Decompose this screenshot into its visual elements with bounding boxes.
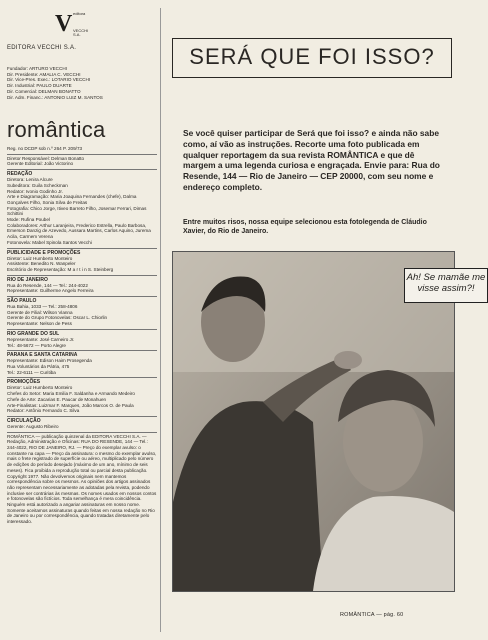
credit-line: Diretor: Luiz Humberto Monteiro	[7, 255, 73, 261]
credit-line: Representante: Edison Haim Prosegenda	[7, 358, 92, 364]
credit-line: Diretora: Lenira Alcure	[7, 177, 53, 183]
section-header: REDAÇÃO	[7, 171, 33, 178]
credit-line: Diretor: Luiz Humberto Monteiro	[7, 385, 73, 391]
credit-line: Subeditora: Guila Scheckman	[7, 182, 68, 188]
credit-line: Gerente do Grupo Fotonovelas: Oscar L. Chiorlin	[7, 315, 108, 321]
credit-line: Gerente de Filial: Wilson Vianna	[7, 309, 73, 315]
divider	[7, 350, 157, 351]
article-title: SERÁ QUE FOI ISSO?	[189, 44, 435, 69]
credit-line: Redator: Ivonio Godinho Jr.	[7, 188, 63, 194]
article-intro: Se você quiser participar de Será que foi isso? e ainda não sabe como, aí vão as instruções. Recorte uma foto publicada em qualquer reportagem da sua revista ROMÂNTICA e que dê margem a uma legenda curiosa e engraçada. Envie para: Rua do Resende, 144 — Rio de Janeiro — CEP 20000, com seu nome e endereço completo.	[183, 128, 440, 192]
logo-bottom-text: VECCHI S.A.	[73, 28, 89, 37]
credit-line: Arte-Finalistas: Luizmar F. Marques, João Marcos O. de Paula	[7, 402, 134, 408]
credit-line: Chefe de Arte: Zacarias E. Paucar de Monahuen	[7, 396, 107, 402]
credit-line: Chefes do Setor: Maria Emilia F. Saldanha e Armando Medeiro	[7, 391, 135, 397]
credit-line: Rua Bahia, 1033 — Tel.: 258-4806	[7, 304, 78, 310]
legal-notice: ROMÂNTICA — publicação quinzenal da EDITORA VECCHI S.A. — Redação, Administração e Oficinas: RUA DO RESENDE, 144 — Tel.: 244-4022, RIO DE JANEIRO, RJ. — Preço do exemplar avulso: o constante na capa — Preço da assinatura: o mesmo do exemplar avulso, mais o frete registrado de superfície ou aéreo, multiplicado pelo número de edições do período desejado (máximo de um ano, mínimo de seis meses). Fica proibida a reprodução total ou parcial desta publicação. Copyright 1977. Não devolvemos originais nem mantemos correspondência sobre os mesmos. As opiniões dos artigos assinados não representam necessariamente as adotadas pela revista, podendo inclusive ser contrárias às mesmas. Os nomes usados em nossos contos e fotonovelas são fictícios. Toda semelhança é mera coincidência. Ninguém está autorizado a angariar assinaturas em nosso nome. Somente aceitamos assinaturas quando feitas em nossa redação no Rio de Janeiro ou por correspondência, quando tratadas diretamente pelo interessado.	[7, 433, 157, 525]
reg-line: Gerente Editorial: João Victorino	[7, 161, 74, 167]
credit-line: Representante: Nelson de Pess	[7, 321, 72, 327]
divider	[7, 296, 157, 297]
divider	[7, 169, 157, 170]
credit-line: Mode: Rufina Poubel	[7, 217, 50, 223]
section-header: RIO DE JANEIRO	[7, 276, 48, 283]
logo-letter: V	[55, 11, 73, 37]
divider	[7, 329, 157, 330]
company-name: EDITORA VECCHI S.A.	[7, 45, 77, 51]
title-box	[172, 38, 452, 78]
credit-line: Redator: Antônio Fernando C. Silva	[7, 408, 80, 414]
credit-line: Fotografia: Chico Jorge, Itiveo Barreto Filho, Josemar Ferrari, Dimas Schittini	[7, 205, 147, 217]
publisher-logo	[49, 10, 95, 36]
photo-caption: Ah! Se mamãe me visse assim?!	[406, 272, 486, 294]
divider	[7, 248, 157, 249]
credit-line: Arte e Diagramação: Maria Joaquina Fernandes (chefe), Dalma Gonçalves Filho, Sonia Silva de Freitas	[7, 194, 137, 205]
page-footer: ROMÂNTICA — pág. 60	[340, 612, 404, 618]
credit-line: Tel.: 22-6111 — Curitiba	[7, 369, 56, 375]
section-header: PUBLICIDADE E PROMOÇÕES	[7, 249, 81, 256]
section-header: PROMOÇÕES	[7, 379, 41, 386]
section-header: CIRCULAÇÃO	[7, 417, 41, 424]
staff-line: Dir. Vice-Pres. Exec.: LOTARIO VECCHI	[7, 77, 91, 83]
staff-line: Dir. Presidente: AMALIA C. VECCHI	[7, 71, 81, 77]
credit-line: Rua Voluntários da Pátria, 475	[7, 363, 70, 369]
credit-line: Assistente: Benedito N. Wanpeler	[7, 261, 76, 267]
column-divider	[160, 8, 161, 632]
winner-note: Entre muitos risos, nossa equipe selecionou esta fotolegenda de Cláudio Xavier, do Rio de Janeiro.	[183, 219, 427, 235]
section-header: RIO GRANDE DO SUL	[7, 330, 60, 337]
magazine-brand: romântica	[7, 117, 106, 142]
logo-top-text: editora	[73, 11, 86, 16]
reg-line: Reg. no DCDP sob n.º 264 P. 209/73	[7, 146, 83, 151]
section-header: PARANA E SANTA CATARINA	[7, 352, 78, 359]
divider	[7, 154, 157, 155]
staff-line: Dir. Adm. Financ.: ANTONIO LUIZ M. SANTOS	[7, 94, 103, 100]
credit-line: Escritório de Representação: M a r t i n S. Steinberg	[7, 266, 114, 272]
credit-line: Gerente: Augusto Ribeiro	[7, 423, 59, 429]
staff-line: Fundador: ARTURO VECCHI	[7, 66, 67, 71]
registration-block	[7, 146, 157, 525]
divider	[7, 432, 157, 433]
photo	[172, 251, 486, 592]
staff-list	[7, 66, 157, 100]
staff-line: Dir. Comercial: DELMAN BONATTO	[7, 88, 81, 94]
speech-balloon	[404, 268, 488, 303]
staff-line: Dir. Industrial: PAULO DUARTE	[7, 83, 72, 89]
credit-line: Representante: José Carneiro Jr.	[7, 336, 75, 342]
reg-line: Diretor Responsável: Delman Bonatto	[7, 155, 85, 161]
masthead-column	[7, 6, 157, 632]
credit-line: Representante: Guilherme Angelo Ferreira	[7, 288, 94, 294]
credit-line: Colaboradores: Arthur Laranjeira, Frederico Estrella, Paulo Barbosa, Emerson Danzig de Azevedo, Aussara Martins, Carlos Aquino, Jurema Acila, Carmem Verena	[7, 222, 151, 240]
credit-line: Rua do Resende, 144 — Tel.: 244-4022	[7, 282, 88, 288]
credit-line: Fotonovela: Mabel Spinola Santos Vecchi	[7, 239, 92, 245]
section-header: SÃO PAULO	[7, 298, 37, 305]
divider	[7, 275, 157, 276]
divider	[7, 416, 157, 417]
credit-line: Tel.: 48-5672 — Porto Alegre	[7, 342, 66, 348]
